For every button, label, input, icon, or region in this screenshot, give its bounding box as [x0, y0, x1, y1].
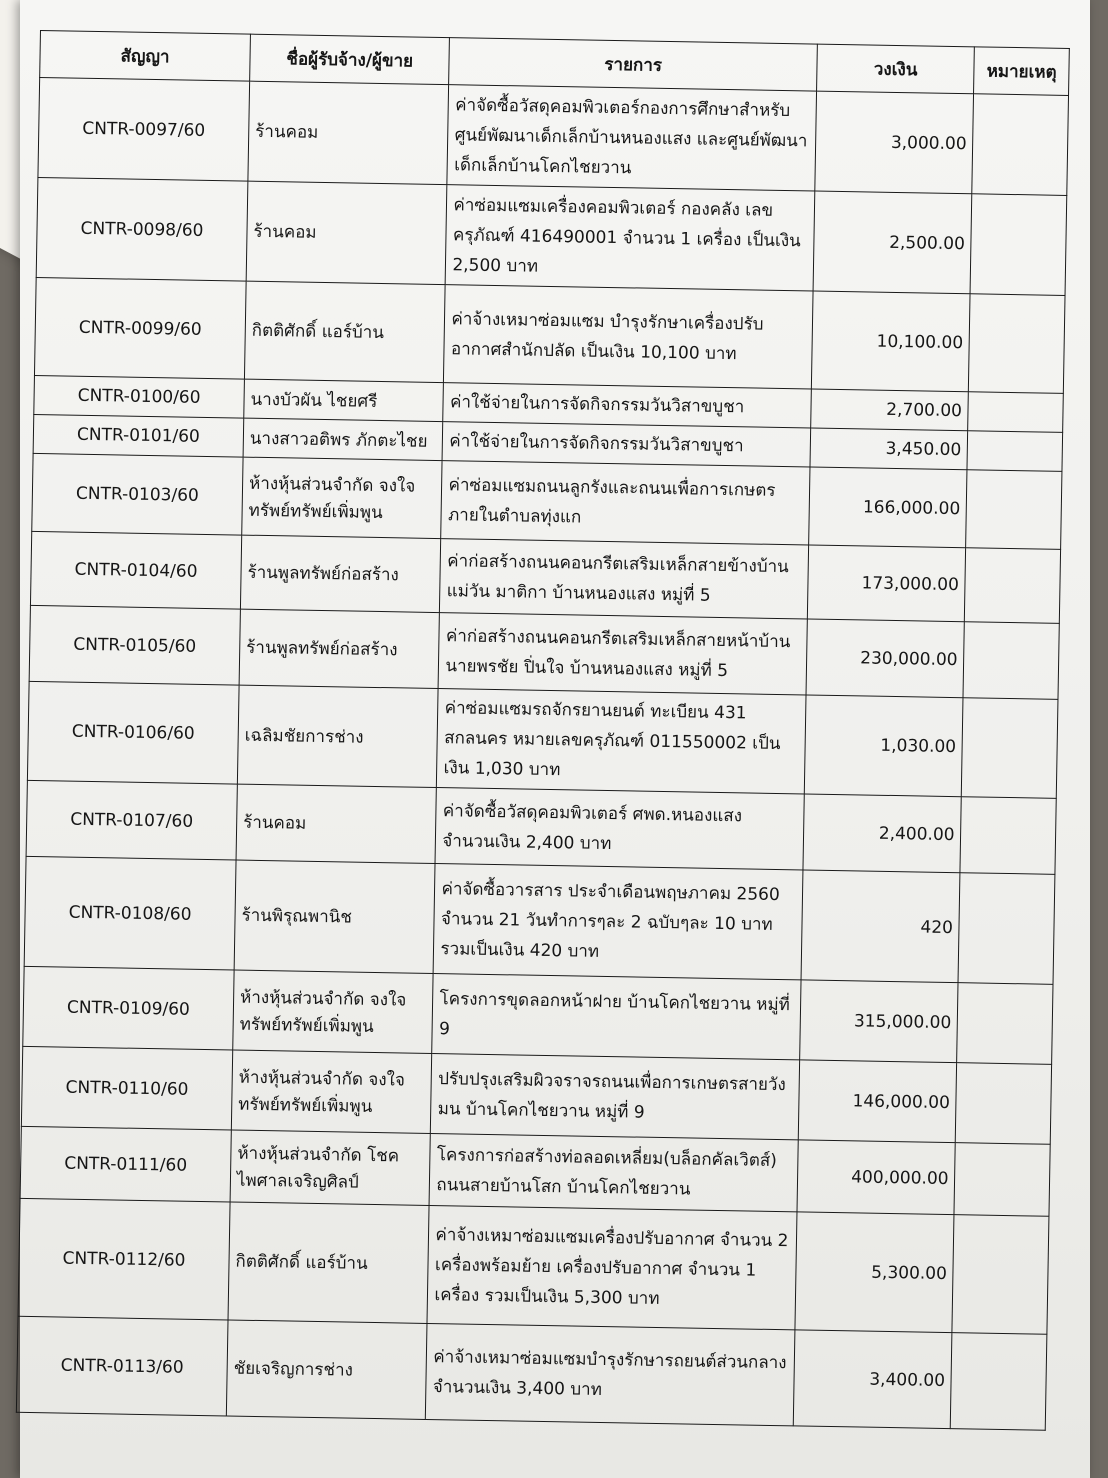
contract-number: CNTR-0111/60	[20, 1126, 231, 1202]
contracts-table	[16, 30, 1070, 1431]
item-description: ค่าจัดซื้อวารสาร ประจำเดือนพฤษภาคม 2560 จำนวน 21 วันทำการๆละ 2 ฉบับๆละ 10 บาท รวมเป็นเงิน 420 บาท	[434, 864, 803, 980]
vendor-name: นางสาวอติพร ภักตะไชย	[243, 418, 443, 460]
remark	[969, 294, 1065, 394]
vendor-name: กิตติศักดิ์ แอร์บ้าน	[244, 281, 445, 382]
item-description: โครงการขุดลอกหน้าฝาย บ้านโคกไชยวาน หมู่ที่ 9	[432, 974, 801, 1060]
item-description: ค่าใช้จ่ายในการจัดกิจกรรมวันวิสาขบูชา	[443, 383, 811, 428]
header-vendor: ชื่อผู้รับจ้าง/ผู้ขาย	[250, 34, 450, 84]
remark	[957, 983, 1053, 1065]
item-description: ค่าซ่อมแซมถนนลูกรังและถนนเพื่อการเกษตรภายในตำบลทุ่งแก	[441, 461, 810, 545]
vendor-name: ร้านคอม	[248, 81, 449, 184]
remark	[972, 94, 1068, 196]
remark	[963, 622, 1059, 700]
vendor-name: ร้านคอม	[236, 784, 437, 863]
amount: 2,700.00	[811, 389, 969, 431]
amount: 3,400.00	[793, 1330, 952, 1429]
amount: 1,030.00	[804, 695, 963, 797]
header-description: รายการ	[449, 38, 817, 91]
contract-number: CNTR-0107/60	[26, 780, 237, 860]
contract-number: CNTR-0109/60	[23, 966, 234, 1050]
vendor-name: ห้างหุ้นส่วนจำกัด จงใจทรัพย์ทรัพย์เพิ่มพูน	[231, 1050, 432, 1133]
vendor-name: นางบัวผัน ไชยศรี	[244, 379, 444, 421]
contract-list-sheet	[16, 30, 1080, 1431]
remark	[952, 1215, 1049, 1335]
amount: 166,000.00	[809, 467, 968, 548]
amount: 10,100.00	[811, 291, 970, 392]
amount: 315,000.00	[800, 980, 959, 1063]
vendor-name: ร้านพิรุณพานิช	[234, 860, 435, 973]
item-description: ค่าจ้างเหมาซ่อมแซมบำรุงรักษารถยนต์ส่วนกลาง จำนวนเงิน 3,400 บาท	[426, 1323, 795, 1425]
contract-number: CNTR-0098/60	[36, 177, 248, 281]
table-row	[24, 856, 1055, 984]
item-description: ค่าใช้จ่ายในการจัดกิจกรรมวันวิสาขบูชา	[443, 422, 811, 467]
vendor-name: ชัยเจริญการช่าง	[226, 1320, 427, 1419]
table-row	[27, 681, 1058, 798]
table-row	[36, 177, 1067, 295]
item-description: ค่าซ่อมแซมรถจักรยานยนต์ ทะเบียน 431 สกลนคร หมายเลขครุภัณฑ์ 011550002 เป็นเงิน 1,030 บาท	[437, 689, 806, 794]
header-remark: หมายเหตุ	[974, 47, 1069, 96]
remark	[954, 1143, 1050, 1217]
amount: 400,000.00	[797, 1140, 956, 1215]
remark	[951, 1333, 1047, 1431]
header-amount: วงเงิน	[817, 44, 975, 94]
vendor-name: ร้านพูลทรัพย์ก่อสร้าง	[240, 535, 441, 612]
contract-number: CNTR-0103/60	[32, 453, 243, 535]
item-description: ค่าก่อสร้างถนนคอนกรีตเสริมเหล็กสายข้างบ้านแม่วัน มาติกา บ้านหนองแสง หมู่ที่ 5	[440, 539, 809, 619]
amount: 2,500.00	[813, 191, 972, 294]
contract-number: CNTR-0105/60	[29, 605, 240, 685]
table-row	[34, 277, 1065, 393]
remark	[960, 797, 1056, 875]
remark	[962, 698, 1058, 799]
vendor-name: เฉลิมชัยการช่าง	[237, 685, 438, 787]
remark	[970, 194, 1066, 296]
contract-number: CNTR-0112/60	[18, 1198, 230, 1320]
table-row	[38, 78, 1069, 196]
amount: 5,300.00	[795, 1212, 955, 1333]
remark	[967, 431, 1062, 472]
contract-number: CNTR-0104/60	[30, 531, 241, 609]
vendor-name: กิตติศักดิ์ แอร์บ้าน	[228, 1202, 430, 1323]
item-description: ค่าจัดซื้อวัสดุคอมพิวเตอร์กองการศึกษาสำหรับศูนย์พัฒนาเด็กเล็กบ้านหนองแสง และศูนย์พัฒนาเด็กเล็กบ้านโคกไชยวาน	[447, 85, 816, 191]
amount: 3,000.00	[815, 91, 974, 194]
item-description: ค่าจ้างเหมาซ่อมแซมเครื่องปรับอากาศ จำนวน 2 เครื่องพร้อมย้าย เครื่องปรับอากาศ จำนวน 1 เครื่อง รวมเป็นเงิน 5,300 บาท	[427, 1205, 796, 1329]
vendor-name: ห้างหุ้นส่วนจำกัด โชคไพศาลเจริญศิลป์	[230, 1130, 431, 1205]
vendor-name: ร้านพูลทรัพย์ก่อสร้าง	[239, 609, 440, 688]
item-description: ปรับปรุงเสริมผิวจราจรถนนเพื่อการเกษตรสายวังมน บ้านโคกไชยวาน หมู่ที่ 9	[431, 1054, 800, 1140]
amount: 420	[801, 870, 960, 983]
item-description: ค่าก่อสร้างถนนคอนกรีตเสริมเหล็กสายหน้าบ้านนายพรชัย ปิ่นใจ บ้านหนองแสง หมู่ที่ 5	[439, 613, 808, 695]
amount: 2,400.00	[803, 794, 962, 873]
vendor-name: ห้างหุ้นส่วนจำกัด จงใจทรัพย์ทรัพย์เพิ่มพูน	[233, 970, 434, 1053]
amount: 146,000.00	[798, 1060, 957, 1143]
remark	[968, 392, 1063, 433]
header-contract-no: สัญญา	[40, 31, 251, 82]
table-row	[18, 1198, 1049, 1334]
contract-number: CNTR-0106/60	[27, 681, 239, 784]
amount: 3,450.00	[810, 428, 968, 470]
item-description: ค่าจ้างเหมาซ่อมแซม บำรุงรักษาเครื่องปรับอากาศสำนักปลัด เป็นเงิน 10,100 บาท	[444, 285, 813, 389]
remark	[958, 873, 1054, 985]
amount: 173,000.00	[807, 545, 966, 622]
contract-number: CNTR-0108/60	[24, 856, 236, 970]
item-description: โครงการก่อสร้างท่อลอดเหลี่ยม(บล็อกคัลเวิตส์) ถนนสายบ้านโสก บ้านโคกไชยวาน	[430, 1133, 799, 1211]
remark	[956, 1063, 1052, 1145]
contract-number: CNTR-0099/60	[34, 277, 246, 379]
contract-number: CNTR-0100/60	[34, 375, 245, 418]
table-row	[16, 1316, 1047, 1430]
item-description: ค่าซ่อมแซมเครื่องคอมพิวเตอร์ กองคลัง เลขครุภัณฑ์ 416490001 จำนวน 1 เครื่อง เป็นเงิน 2,500 บาท	[446, 185, 815, 291]
vendor-name: ห้างหุ้นส่วนจำกัด จงใจทรัพย์ทรัพย์เพิ่มพูน	[242, 457, 443, 538]
vendor-name: ร้านคอม	[246, 181, 447, 284]
remark	[965, 548, 1061, 624]
amount: 230,000.00	[806, 619, 965, 698]
contract-number: CNTR-0097/60	[38, 78, 250, 182]
document-page	[20, 0, 1090, 1478]
contract-number: CNTR-0110/60	[21, 1046, 232, 1130]
contract-number: CNTR-0113/60	[16, 1316, 228, 1416]
item-description: ค่าจัดซื้อวัสดุคอมพิวเตอร์ ศพด.หนองแสง จำนวนเงิน 2,400 บาท	[435, 788, 804, 870]
contract-number: CNTR-0101/60	[33, 414, 244, 457]
remark	[966, 470, 1062, 550]
